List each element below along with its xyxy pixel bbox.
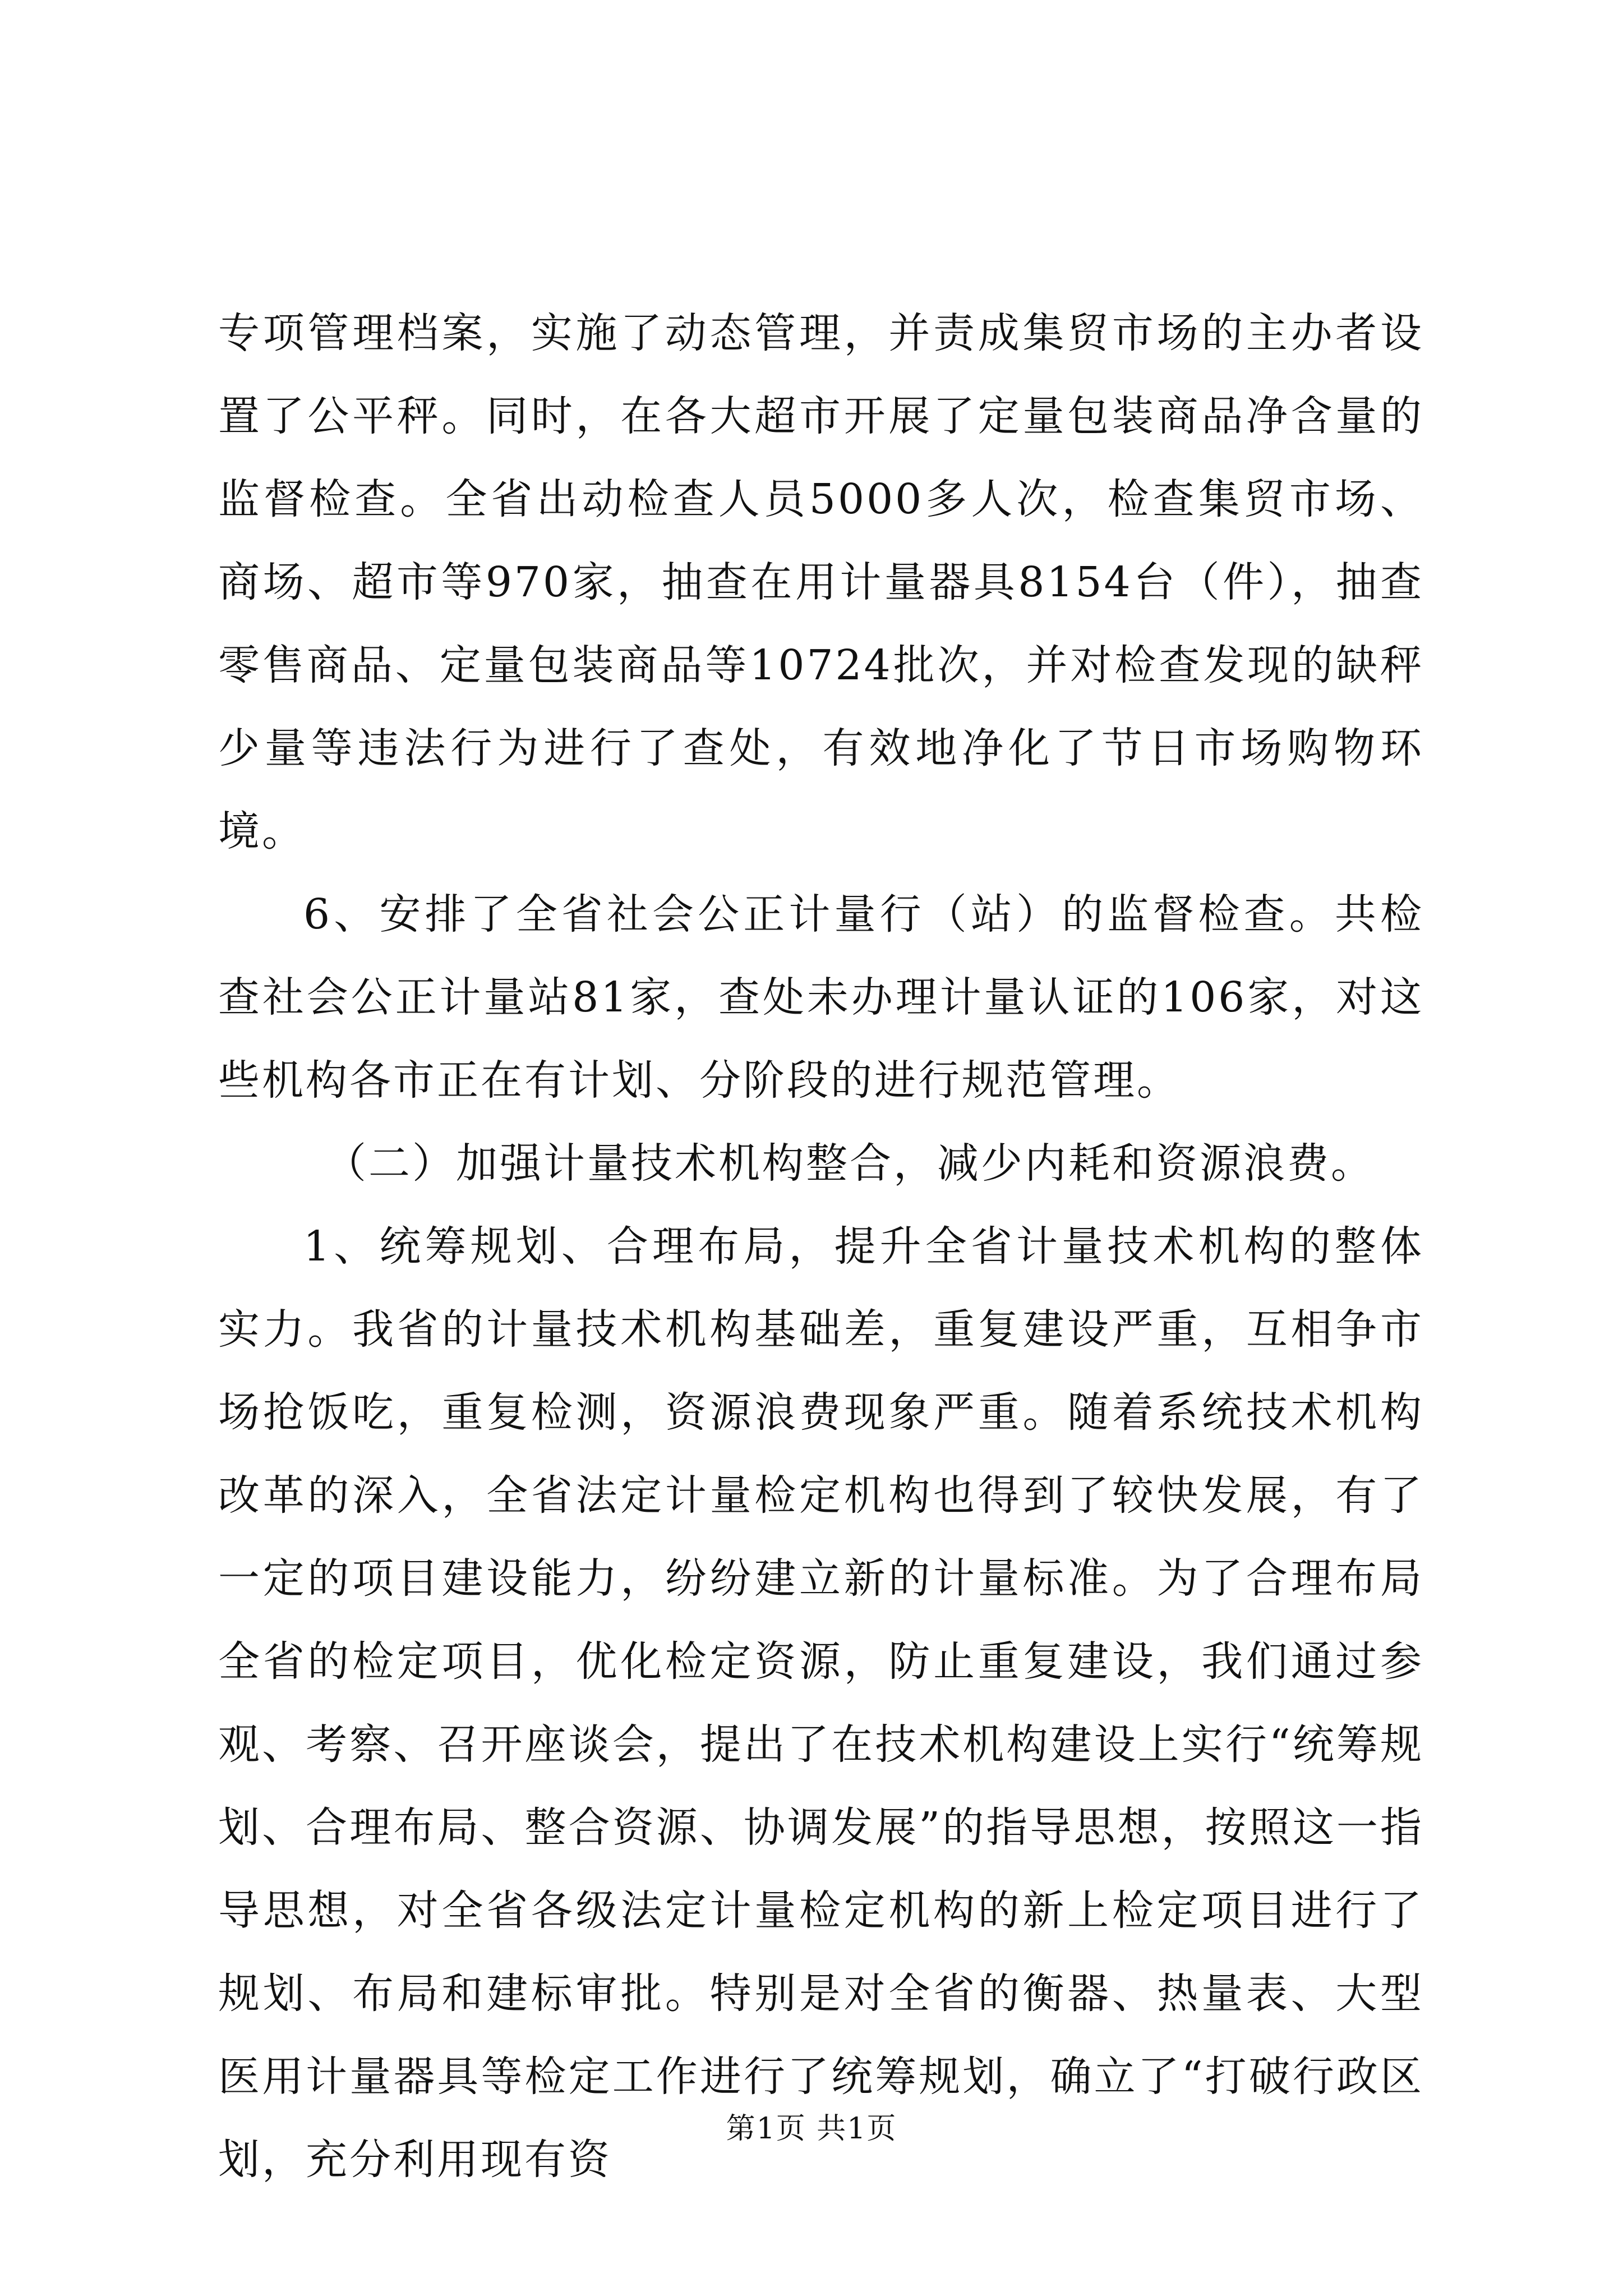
document-body <box>218 292 1424 2201</box>
paragraph-item-1: 1、统筹规划、合理布局，提升全省计量技术机构的整体实力。我省的计量技术机构基础差，重复建设严重，互相争市场抢饭吃，重复检测，资源浪费现象严重。随着系统技术机构改革的深入，全省法定计量检定机构也得到了较快发展，有了一定的项目建设能力，纷纷建立新的计量标准。为了合理布局全省的检定项目，优化检定资源，防止重复建设，我们通过参观、考察、召开座谈会，提出了在技术机构建设上实行“统筹规划、合理布局、整合资源、协调发展”的指导思想，按照这一指导思想，对全省各级法定计量检定机构的新上检定项目进行了规划、布局和建标审批。特别是对全省的衡器、热量表、大型医用计量器具等检定工作进行了统筹规划，确立了“打破行政区划，充分利用现有资 <box>218 1222 1424 2184</box>
paragraph-item-6: 6、安排了全省社会公正计量行（站）的监督检查。共检查社会公正计量站81家，查处未办理计量认证的106家，对这些机构各市正在有计划、分阶段的进行规范管理。 <box>218 890 1424 1105</box>
paragraph-continuation: 专项管理档案，实施了动态管理，并责成集贸市场的主办者设置了公平秤。同时，在各大超市开展了定量包装商品净含量的监督检查。全省出动检查人员5000多人次，检查集贸市场、商场、超市等970家，抽查在用计量器具8154台（件），抽查零售商品、定量包装商品等10724批次，并对检查发现的缺秤少量等违法行为进行了查处，有效地净化了节日市场购物环境。 <box>218 309 1424 855</box>
section-heading-2: （二）加强计量技术机构整合，减少内耗和资源浪费。 <box>325 1139 1375 1188</box>
page-number-footer: 第1页 共1页 <box>726 2112 897 2146</box>
